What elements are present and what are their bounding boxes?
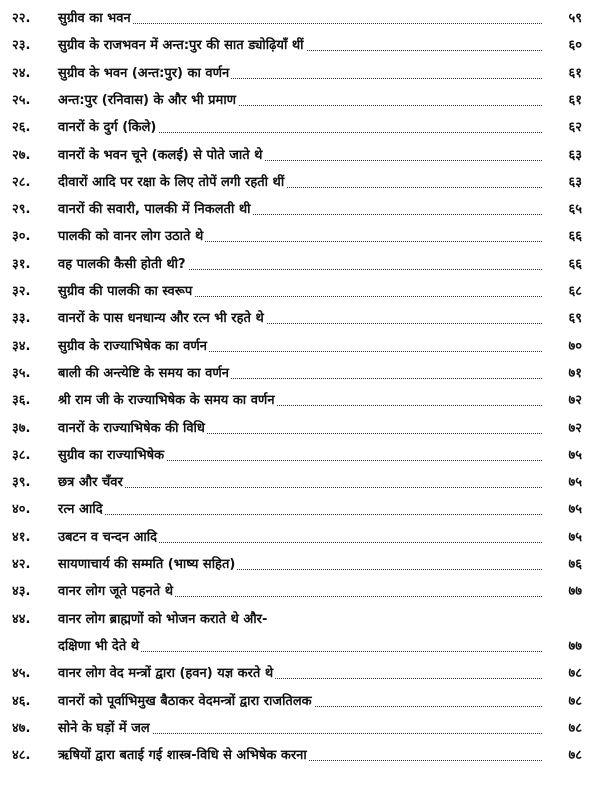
dot-leader [58, 514, 542, 515]
entry-page-number: ७७ [542, 579, 582, 605]
toc-entry [12, 716, 582, 742]
entry-number: ४४. [12, 611, 31, 627]
entry-number: ४५. [12, 666, 31, 682]
entry-page-number: ७० [542, 334, 582, 360]
entry-page-number: ७८ [542, 716, 582, 742]
entry-title: उबटन व चन्दन आदि [58, 525, 159, 551]
entry-page-number: ६९ [542, 306, 582, 332]
toc-entry [12, 497, 582, 523]
entry-page-number: ७८ [542, 689, 582, 715]
entry-page-number: ६३ [542, 170, 582, 196]
entry-title: वह पालकी कैसी होती थी? [58, 252, 188, 278]
entry-page-number: ६१ [542, 61, 582, 87]
entry-page-number: ७५ [542, 443, 582, 469]
entry-page-number: ६५ [542, 197, 582, 223]
toc-entry [12, 252, 582, 278]
entry-number: ४८. [12, 748, 31, 764]
entry-page-number: ७५ [542, 470, 582, 496]
entry-number: ४२. [12, 557, 31, 572]
entry-number: २३. [12, 38, 31, 54]
toc-entry [12, 33, 582, 59]
entry-number: २९. [12, 202, 31, 218]
dot-leader [58, 487, 542, 488]
entry-number: ४०. [12, 502, 31, 518]
entry-page-number: ७७ [542, 634, 582, 660]
entry-page-number: ७५ [542, 525, 582, 551]
toc-entry [12, 443, 582, 469]
toc-entry [12, 306, 582, 332]
entry-number: ३१. [12, 256, 31, 272]
entry-number: ३४. [12, 338, 31, 354]
toc-entry [12, 661, 582, 687]
entry-title: छत्र और चँवर [58, 470, 125, 496]
entry-number: २७. [12, 147, 31, 163]
entry-number: ३६. [12, 393, 31, 409]
entry-title: सुग्रीव के भवन (अन्त:पुर) का वर्णन [58, 61, 231, 87]
entry-page-number: ७८ [542, 743, 582, 769]
toc-entry [12, 61, 582, 87]
toc-entry [12, 279, 582, 305]
toc-entry [12, 743, 582, 769]
entry-title: वानर लोग वेद मन्त्रों द्वारा (हवन) यज्ञ करते थे [58, 661, 275, 687]
entry-number: ३५. [12, 365, 31, 381]
entry-number: ३०. [12, 229, 31, 245]
toc-entry [12, 416, 582, 442]
entry-page-number: ६६ [542, 252, 582, 278]
toc-entry [12, 115, 582, 141]
toc-entry [12, 689, 582, 715]
entry-number: ४३. [12, 584, 31, 600]
entry-title: वानरों के दुर्ग (किले) [58, 115, 158, 141]
toc-entry [12, 552, 582, 578]
entry-title: दक्षिणा भी देते थे [58, 634, 141, 660]
entry-title: सायणाचार्य की सम्मति (भाष्य सहित) [58, 552, 237, 578]
entry-title: सुग्रीव की पालकी का स्वरूप [58, 279, 194, 305]
entry-title: वानरों को पूर्वाभिमुख बैठाकर वेदमन्त्रों द्वारा राजतिलक [58, 689, 314, 715]
entry-page-number: ७२ [542, 416, 582, 442]
entry-title: वानरों की सवारी, पालकी में निकलती थी [58, 197, 253, 223]
entry-page-number: ५९ [542, 6, 582, 32]
entry-title: बाली की अन्त्येष्टि के समय का वर्णन [58, 361, 231, 387]
entry-title: सुग्रीव के राज्याभिषेक का वर्णन [58, 334, 209, 360]
entry-page-number: ६२ [542, 115, 582, 141]
toc-entry [12, 579, 582, 605]
entry-number: ३७. [12, 420, 31, 436]
toc-entry [12, 470, 582, 496]
entry-page-number: ६६ [542, 224, 582, 250]
entry-page-number: ७८ [542, 661, 582, 687]
entry-title: सुग्रीव का राज्याभिषेक [58, 443, 166, 469]
entry-page-number: ७५ [542, 497, 582, 523]
entry-page-number: ६८ [542, 279, 582, 305]
toc-entry [12, 525, 582, 551]
entry-number: २२. [12, 11, 31, 26]
entry-title: सोने के घड़ों में जल [58, 716, 152, 742]
entry-title: रत्न आदि [58, 497, 105, 523]
entry-title: सुग्रीव के राजभवन में अन्त:पुर की सात ड्योढ़ियाँ थीं [58, 33, 306, 59]
entry-page-number: ७१ [542, 361, 582, 387]
entry-title: वानर लोग जूते पहनते थे [58, 579, 175, 605]
entry-title: श्री राम जी के राज्याभिषेक के समय का वर्णन [58, 388, 277, 414]
entry-number: २६. [12, 120, 31, 136]
entry-title: वानरों के भवन चूने (कलई) से पोते जाते थे [58, 143, 264, 169]
toc-entry [12, 143, 582, 169]
toc-entry [12, 170, 582, 196]
toc-entry [12, 388, 582, 414]
entry-number: ३३. [12, 311, 31, 327]
toc-entry [12, 6, 582, 32]
entry-number: ३२. [12, 284, 31, 299]
toc-entry [12, 634, 582, 660]
entry-title: वानर लोग ब्राह्मणों को भोजन कराते थे और- [58, 607, 269, 633]
entry-number: ४६. [12, 693, 31, 709]
entry-number: २८. [12, 174, 31, 190]
entry-page-number: ६१ [542, 88, 582, 114]
entry-page-number: ७२ [542, 388, 582, 414]
entry-number: २४. [12, 65, 31, 81]
entry-title: अन्त:पुर (रनिवास) के और भी प्रमाण [58, 88, 238, 114]
entry-page-number: ७६ [542, 552, 582, 578]
entry-title: ऋषियों द्वारा बताई गई शास्त्र-विधि से अभिषेक करना [58, 743, 309, 769]
entry-title: सुग्रीव का भवन [58, 6, 133, 32]
toc-entry [12, 197, 582, 223]
toc-entry [12, 224, 582, 250]
entry-page-number: ६३ [542, 143, 582, 169]
toc-entry [12, 361, 582, 387]
toc-entry [12, 334, 582, 360]
entry-page-number: ६० [542, 33, 582, 59]
entry-number: ४७. [12, 720, 31, 736]
toc-entry [12, 88, 582, 114]
entry-title: पालकी को वानर लोग उठाते थे [58, 224, 205, 250]
entry-number: ३८. [12, 447, 31, 463]
toc-entry [12, 607, 582, 633]
entry-title: वानरों के राज्याभिषेक की विधि [58, 416, 207, 442]
entry-title: वानरों के पास धनधान्य और रत्न भी रहते थे [58, 306, 266, 332]
entry-number: २५. [12, 92, 31, 108]
entry-number: ३९. [12, 475, 31, 491]
entry-number: ४१. [12, 529, 31, 545]
entry-title: दीवारों आदि पर रक्षा के लिए तोपें लगी रहती थीं [58, 170, 286, 196]
